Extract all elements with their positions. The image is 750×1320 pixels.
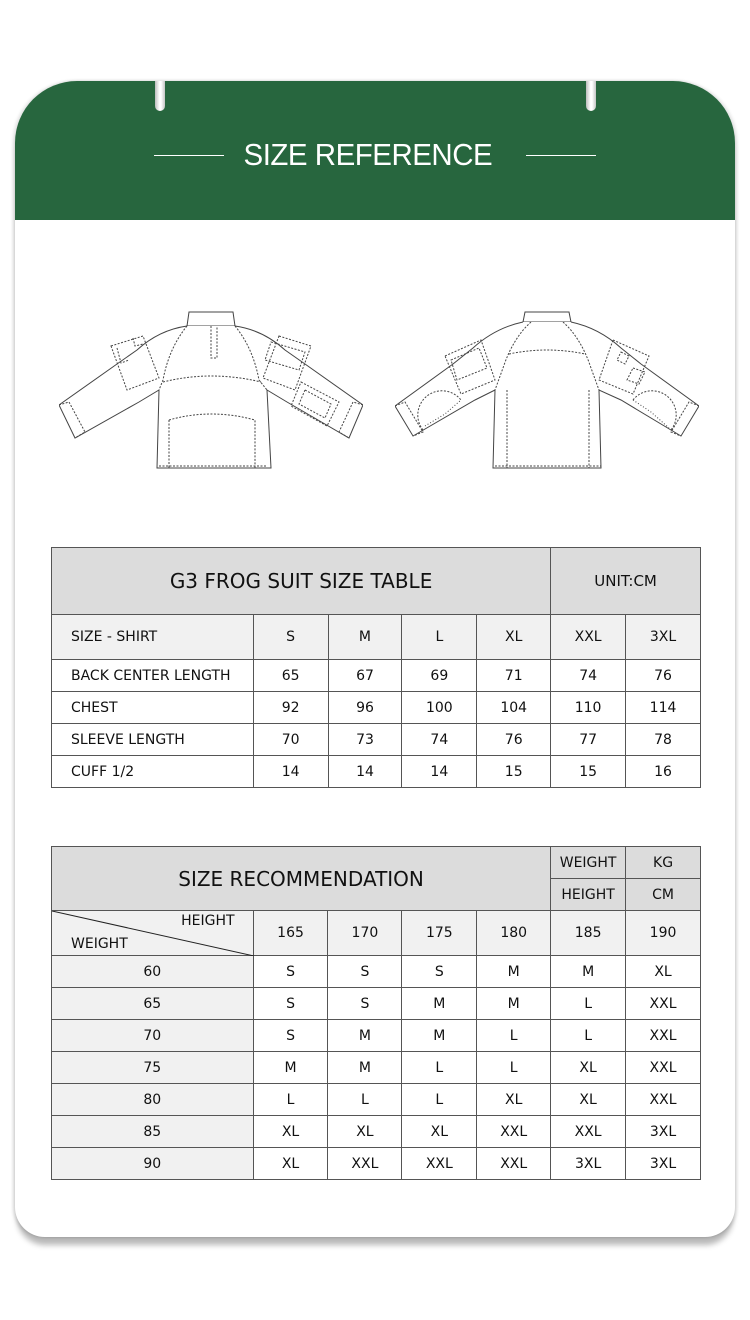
size-header-cell: S [253,615,328,660]
recommendation-table [51,846,701,1180]
table-cell: M [477,956,551,988]
table-cell: XXL [402,1148,477,1180]
table-cell: 70 [253,724,328,756]
table-cell: L [402,1084,477,1116]
unit-value: CM [626,879,701,911]
table-cell: 110 [551,692,626,724]
size-header-row [52,615,701,660]
table-cell: 73 [328,724,402,756]
table-cell: M [328,1020,402,1052]
table-row [52,756,701,788]
table-cell: L [551,1020,626,1052]
recommendation-title: SIZE RECOMMENDATION [52,847,551,911]
height-header-cell: 180 [477,911,551,956]
table-cell: 104 [477,692,551,724]
size-header-cell: M [328,615,402,660]
unit-label: HEIGHT [551,879,626,911]
table-row [52,956,701,988]
height-header-cell: 170 [328,911,402,956]
shirt-back-illustration [395,308,699,474]
table-cell: 96 [328,692,402,724]
table-cell: XL [551,1084,626,1116]
table-cell: XXL [477,1148,551,1180]
table-row [52,1020,701,1052]
table-row [52,1116,701,1148]
table-cell: 16 [626,756,701,788]
table-cell: 14 [328,756,402,788]
table-cell: 14 [402,756,477,788]
table-row [52,988,701,1020]
table-cell: 71 [477,660,551,692]
weight-cell: 60 [52,956,254,988]
shirt-front-illustration [59,308,363,474]
table-cell: XL [551,1052,626,1084]
table-row [52,1148,701,1180]
table-cell: XXL [477,1116,551,1148]
size-table-unit: UNIT:CM [551,548,701,615]
height-header-row [52,911,701,956]
table-cell: S [328,988,402,1020]
table-cell: L [328,1084,402,1116]
table-cell: XL [253,1148,328,1180]
table-cell: S [253,1020,328,1052]
table-cell: M [402,1020,477,1052]
table-cell: M [328,1052,402,1084]
weight-cell: 75 [52,1052,254,1084]
table-cell: XXL [626,1020,701,1052]
table-cell: 3XL [626,1148,701,1180]
table-cell: XXL [626,1084,701,1116]
size-header-cell: XL [477,615,551,660]
table-cell: 15 [477,756,551,788]
table-cell: XXL [626,988,701,1020]
title-divider-right [526,155,596,156]
table-cell: 74 [402,724,477,756]
table-cell: M [477,988,551,1020]
table-cell: L [551,988,626,1020]
table-cell: XL [477,1084,551,1116]
table-cell: 67 [328,660,402,692]
weight-cell: 85 [52,1116,254,1148]
table-cell: M [402,988,477,1020]
size-reference-card [15,81,735,1237]
table-cell: 74 [551,660,626,692]
weight-cell: 90 [52,1148,254,1180]
weight-cell: 80 [52,1084,254,1116]
illustrations [15,296,735,486]
table-row [52,724,701,756]
corner-cell [52,911,254,956]
size-header-cell: XXL [551,615,626,660]
table-cell: S [253,988,328,1020]
table-cell: 77 [551,724,626,756]
table-cell: 15 [551,756,626,788]
table-cell: S [328,956,402,988]
table-cell: 78 [626,724,701,756]
corner-height-label: HEIGHT [181,913,235,929]
table-row [52,1052,701,1084]
table-cell: XL [328,1116,402,1148]
row-label: SLEEVE LENGTH [52,724,254,756]
row-label: CUFF 1/2 [52,756,254,788]
table-cell: XXL [626,1052,701,1084]
table-cell: L [477,1052,551,1084]
table-cell: XL [253,1116,328,1148]
table-cell: M [551,956,626,988]
size-header-cell: L [402,615,477,660]
corner-weight-label: WEIGHT [71,936,128,952]
table-cell: XXL [551,1116,626,1148]
table-cell: XL [402,1116,477,1148]
table-cell: 92 [253,692,328,724]
table-cell: 100 [402,692,477,724]
size-table-title: G3 FROG SUIT SIZE TABLE [52,548,551,615]
height-header-cell: 175 [402,911,477,956]
table-row [52,660,701,692]
table-cell: 114 [626,692,701,724]
size-header-cell: 3XL [626,615,701,660]
table-cell: S [253,956,328,988]
row-label: CHEST [52,692,254,724]
table-cell: XL [626,956,701,988]
hanger-slot-right [586,81,596,111]
page-title: SIZE REFERENCE [243,137,493,172]
table-cell: 69 [402,660,477,692]
size-table [51,547,701,788]
height-header-cell: 190 [626,911,701,956]
hanger-slot-left [155,81,165,111]
unit-value: KG [626,847,701,879]
table-row [52,1084,701,1116]
table-cell: S [402,956,477,988]
weight-cell: 65 [52,988,254,1020]
table-cell: 65 [253,660,328,692]
table-cell: 3XL [551,1148,626,1180]
header-banner [15,81,735,220]
unit-label: WEIGHT [551,847,626,879]
title-divider-left [154,155,224,156]
row-label: BACK CENTER LENGTH [52,660,254,692]
table-cell: XXL [328,1148,402,1180]
height-header-cell: 165 [253,911,328,956]
size-header-label: SIZE - SHIRT [52,615,254,660]
table-cell: L [253,1084,328,1116]
table-cell: 14 [253,756,328,788]
height-header-cell: 185 [551,911,626,956]
table-cell: M [253,1052,328,1084]
table-cell: L [477,1020,551,1052]
table-cell: 3XL [626,1116,701,1148]
weight-cell: 70 [52,1020,254,1052]
table-cell: 76 [477,724,551,756]
table-cell: 76 [626,660,701,692]
table-cell: L [402,1052,477,1084]
table-row [52,692,701,724]
title-row [15,135,735,175]
